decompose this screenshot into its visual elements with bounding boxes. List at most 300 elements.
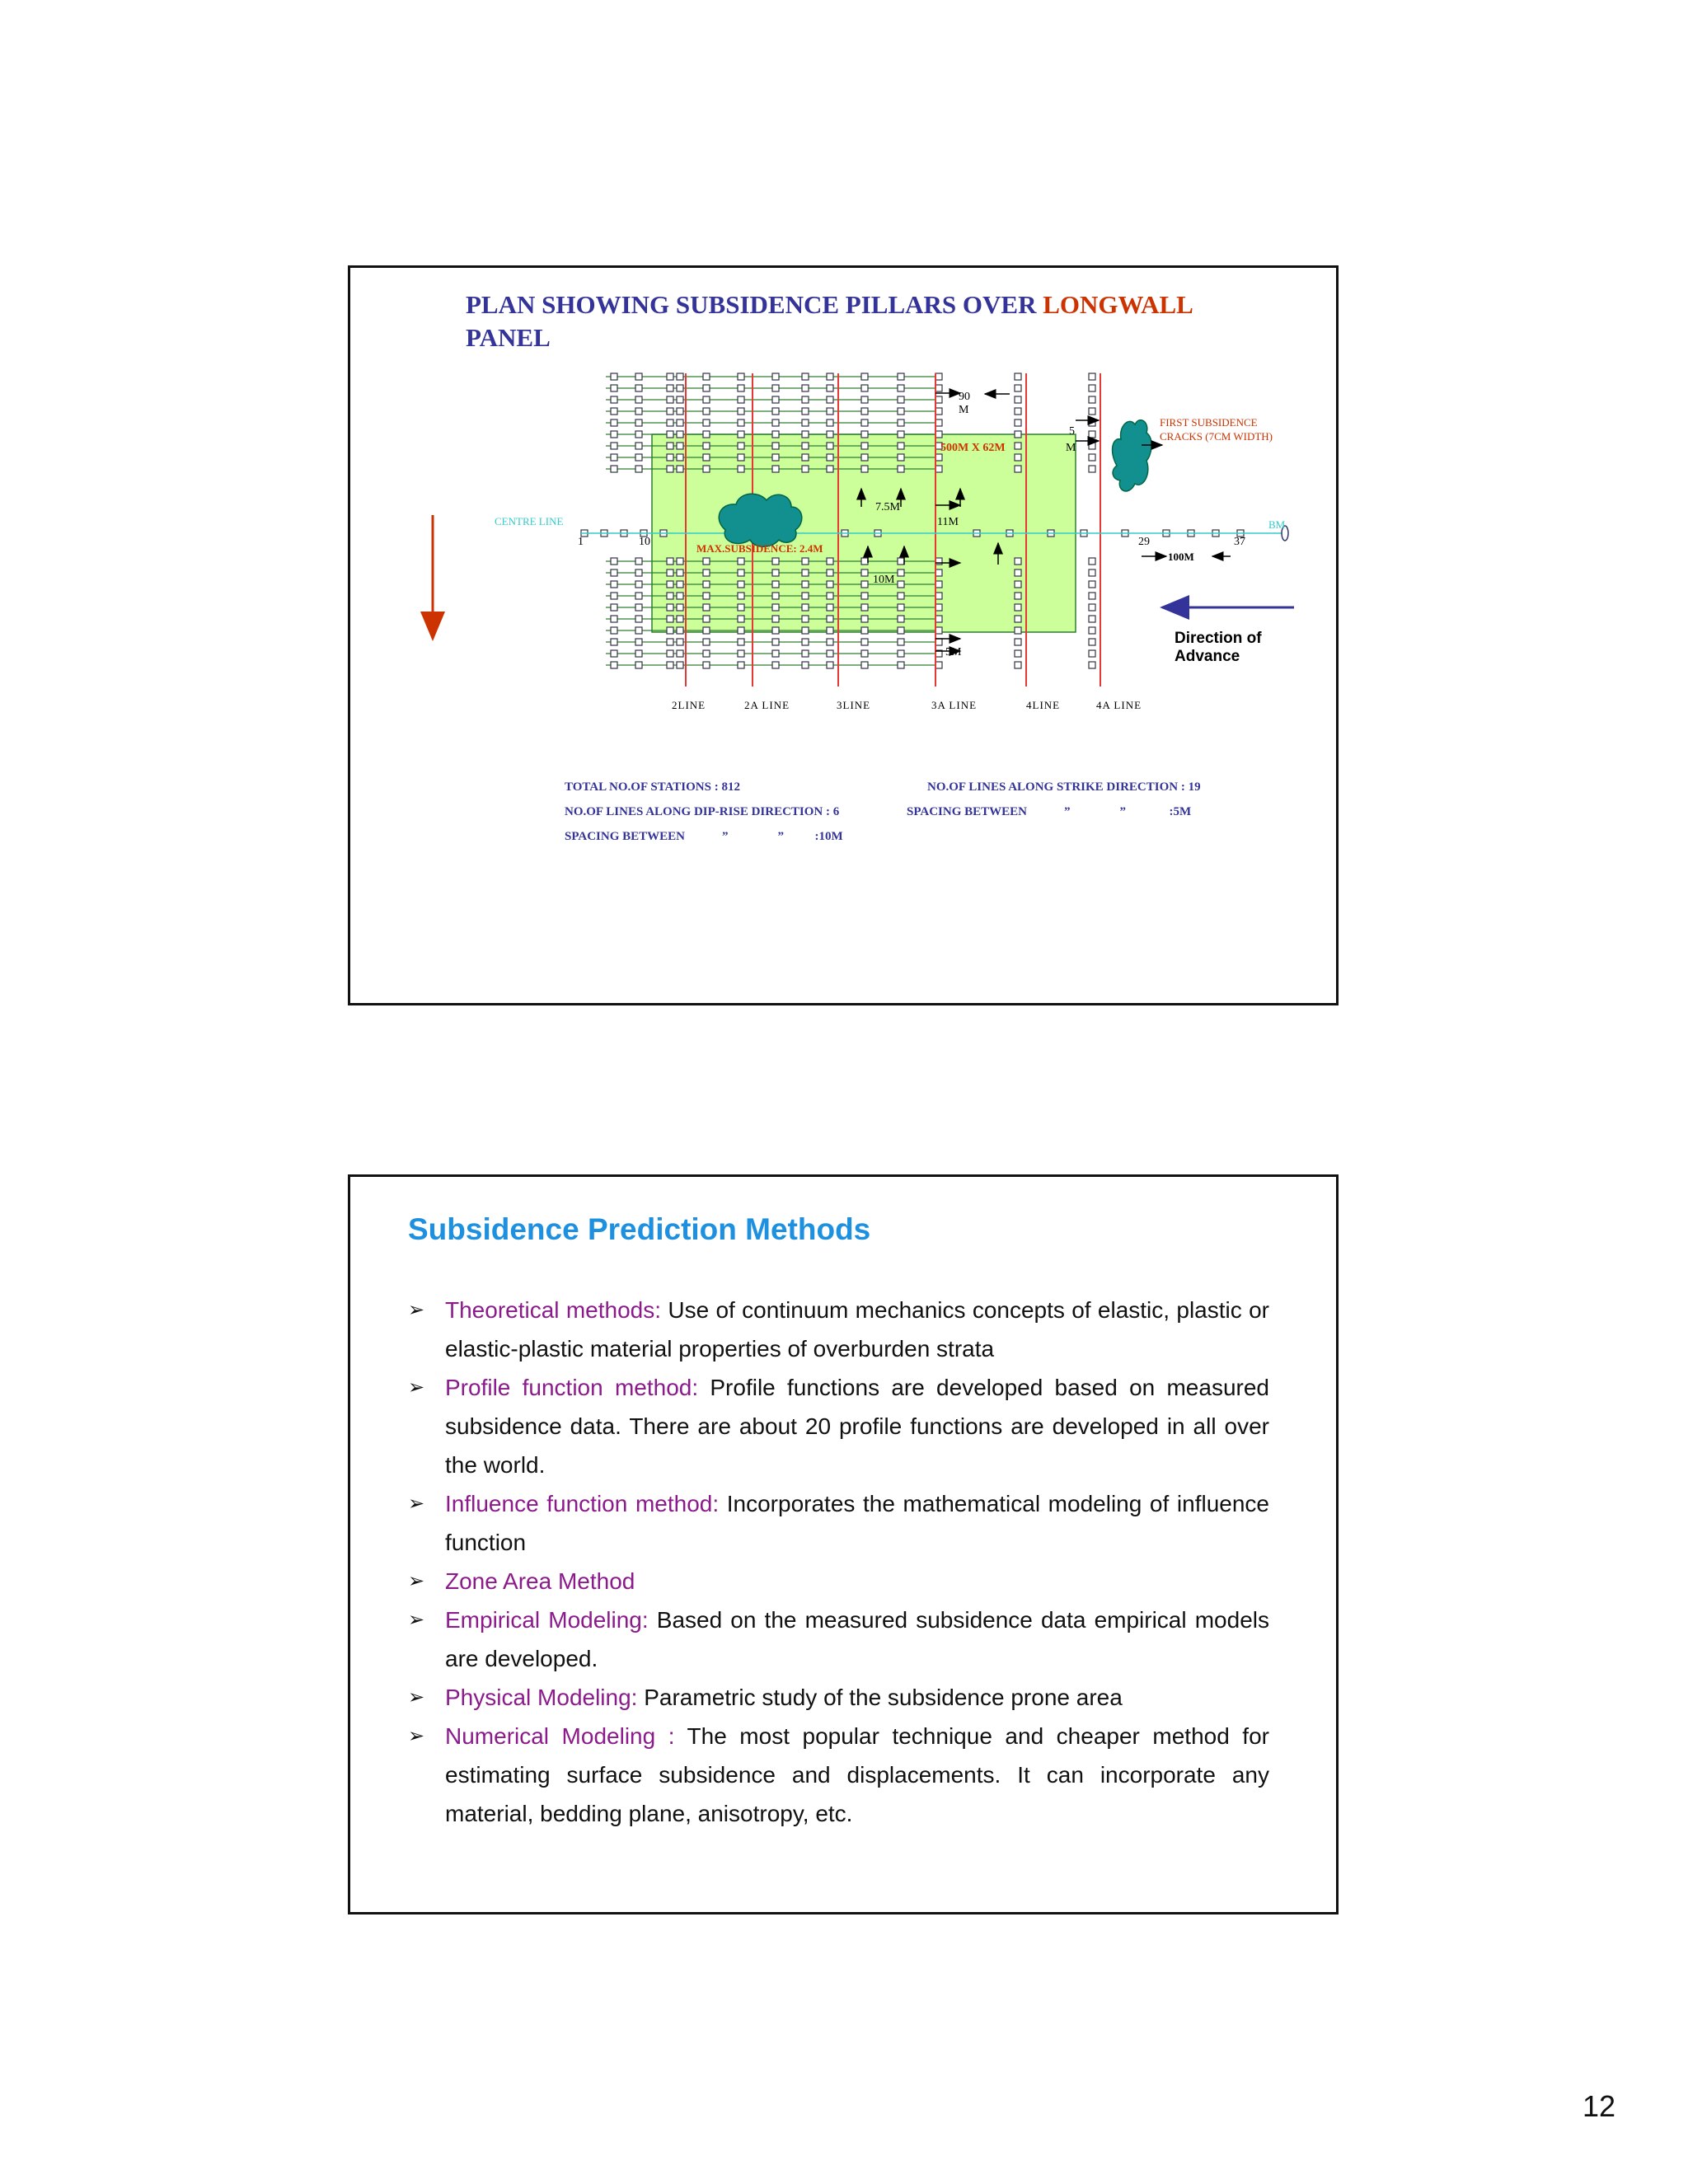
station-marker: [677, 431, 683, 438]
station-marker: [1089, 431, 1095, 438]
station-marker: [898, 627, 904, 634]
arrow-bullet-icon: ➢: [408, 1609, 425, 1631]
label-direction-1: Direction of: [1175, 630, 1262, 647]
methods-list: [408, 1291, 1269, 1833]
station-marker: [1089, 616, 1095, 622]
station-marker: [635, 581, 642, 588]
station-marker: [611, 616, 617, 622]
method-item: [408, 1562, 1269, 1601]
station-marker: [738, 650, 744, 657]
station-marker: [677, 373, 683, 380]
station-marker: [1015, 396, 1021, 403]
station-marker: [827, 639, 833, 645]
label-11m: 11M: [937, 516, 959, 528]
station-marker: [827, 650, 833, 657]
station-marker: [703, 466, 710, 472]
station-marker: [703, 396, 710, 403]
station-marker: [611, 454, 617, 461]
station-marker: [738, 419, 744, 426]
station-marker: [611, 419, 617, 426]
station-marker: [1089, 662, 1095, 668]
station-marker: [898, 454, 904, 461]
station-marker: [802, 419, 809, 426]
station-marker: [635, 466, 642, 472]
line-name-label: 2LINE: [672, 699, 706, 711]
info-spacing-dip: SPACING BETWEEN ” ” :10M: [565, 830, 843, 843]
station-marker: [677, 408, 683, 415]
station-marker: [667, 396, 673, 403]
station-marker: [611, 431, 617, 438]
station-marker: [635, 419, 642, 426]
method-description: Profile functions are developed based on measured subsidence data. There are about 20 profile functions are developed in all over the world.: [445, 1375, 1269, 1478]
station-marker: [738, 558, 744, 565]
station-marker: [802, 466, 809, 472]
station-marker: [738, 431, 744, 438]
station-marker: [802, 662, 809, 668]
station-marker: [827, 385, 833, 391]
label-station-10: 10: [639, 536, 650, 548]
page-number: 12: [1582, 2089, 1616, 2123]
station-marker: [772, 385, 779, 391]
station-marker: [667, 639, 673, 645]
label-max-subsidence: MAX.SUBSIDENCE: 2.4M: [696, 542, 823, 555]
station-marker: [1015, 454, 1021, 461]
station-marker: [635, 558, 642, 565]
station-marker: [861, 385, 868, 391]
station-marker: [611, 627, 617, 634]
station-marker: [677, 650, 683, 657]
station-marker: [772, 419, 779, 426]
station-marker: [827, 569, 833, 576]
station-marker: [802, 650, 809, 657]
station-marker: [1015, 662, 1021, 668]
station-marker: [635, 454, 642, 461]
method-item: [408, 1291, 1269, 1368]
arrow-bullet-icon: ➢: [408, 1493, 425, 1515]
station-marker: [635, 650, 642, 657]
station-marker: [772, 569, 779, 576]
station-marker: [677, 385, 683, 391]
slide-subsidence-plan: [348, 265, 1339, 1005]
label-100m: 100M: [1168, 551, 1194, 563]
station-marker: [703, 373, 710, 380]
station-marker: [772, 454, 779, 461]
station-marker: [861, 396, 868, 403]
label-90-unit: M: [959, 404, 969, 416]
station-marker: [611, 581, 617, 588]
station-marker: [861, 408, 868, 415]
label-5: 5: [1069, 425, 1075, 438]
station-marker: [667, 616, 673, 622]
station-marker: [611, 408, 617, 415]
station-marker: [772, 558, 779, 565]
station-marker: [611, 650, 617, 657]
station-marker: [703, 454, 710, 461]
station-marker: [935, 431, 942, 438]
method-term: Empirical Modeling:: [445, 1607, 649, 1633]
label-5m: 5M: [945, 646, 962, 658]
station-marker: [667, 431, 673, 438]
station-marker: [802, 581, 809, 588]
method-description: Use of continuum mechanics concepts of elastic, plastic or elastic-plastic material properties of overburden strata: [445, 1297, 1269, 1361]
line-name-label: 3A LINE: [931, 699, 978, 711]
station-marker: [703, 443, 710, 449]
station-marker: [1089, 408, 1095, 415]
station-marker: [935, 373, 942, 380]
station-marker: [611, 569, 617, 576]
station-marker: [677, 558, 683, 565]
station-marker: [935, 466, 942, 472]
station-marker: [802, 558, 809, 565]
station-marker: [1015, 604, 1021, 611]
method-item: [408, 1717, 1269, 1833]
station-marker: [802, 627, 809, 634]
station-marker: [738, 581, 744, 588]
station-marker: [898, 385, 904, 391]
station-marker: [772, 466, 779, 472]
station-marker: [703, 662, 710, 668]
station-marker: [935, 593, 942, 599]
label-station-37: 37: [1234, 536, 1245, 548]
station-marker: [861, 581, 868, 588]
station-marker: [772, 396, 779, 403]
station-marker: [861, 569, 868, 576]
station-marker: [738, 662, 744, 668]
station-marker: [1089, 581, 1095, 588]
station-marker: [861, 627, 868, 634]
station-marker: [635, 627, 642, 634]
station-marker: [611, 639, 617, 645]
slide-title: Subsidence Prediction Methods: [408, 1212, 871, 1246]
station-marker: [898, 569, 904, 576]
station-marker: [738, 396, 744, 403]
station-marker: [677, 662, 683, 668]
label-first-cracks-1: FIRST SUBSIDENCE: [1160, 416, 1258, 429]
station-marker: [898, 593, 904, 599]
label-centre-line: CENTRE LINE: [495, 515, 564, 527]
station-marker: [772, 627, 779, 634]
station-marker: [667, 466, 673, 472]
station-marker: [1015, 650, 1021, 657]
station-marker: [802, 385, 809, 391]
station-marker: [703, 581, 710, 588]
title-text: PLAN SHOWING SUBSIDENCE PILLARS OVER: [466, 290, 1043, 319]
station-marker: [861, 593, 868, 599]
station-marker: [861, 454, 868, 461]
station-marker: [772, 408, 779, 415]
station-marker: [827, 466, 833, 472]
station-marker: [635, 408, 642, 415]
station-marker: [802, 454, 809, 461]
station-marker: [738, 593, 744, 599]
station-marker: [898, 639, 904, 645]
method-term: Profile function method:: [445, 1375, 699, 1400]
station-marker: [802, 616, 809, 622]
station-marker: [935, 558, 942, 565]
station-marker: [1089, 604, 1095, 611]
station-marker: [861, 650, 868, 657]
station-marker: [935, 569, 942, 576]
station-marker: [635, 662, 642, 668]
station-marker: [827, 431, 833, 438]
station-marker: [935, 581, 942, 588]
station-marker: [772, 593, 779, 599]
station-marker: [635, 431, 642, 438]
station-marker: [861, 431, 868, 438]
station-marker: [802, 569, 809, 576]
station-marker: [1089, 558, 1095, 565]
station-marker: [827, 558, 833, 565]
arrow-bullet-icon: ➢: [408, 1299, 425, 1321]
method-term: Influence function method:: [445, 1491, 720, 1516]
station-marker: [611, 604, 617, 611]
station-marker: [611, 443, 617, 449]
station-marker: [611, 466, 617, 472]
station-marker: [703, 593, 710, 599]
station-marker: [1089, 593, 1095, 599]
arrow-bullet-icon: ➢: [408, 1725, 425, 1747]
station-marker: [703, 604, 710, 611]
station-marker: [827, 593, 833, 599]
station-marker: [1015, 627, 1021, 634]
station-marker: [772, 581, 779, 588]
station-marker: [772, 604, 779, 611]
station-marker: [667, 385, 673, 391]
station-marker: [1089, 454, 1095, 461]
arrow-bullet-icon: ➢: [408, 1686, 425, 1708]
station-marker: [802, 593, 809, 599]
station-marker: [827, 627, 833, 634]
station-marker: [635, 373, 642, 380]
station-marker: [677, 466, 683, 472]
station-marker: [703, 569, 710, 576]
line-name-label: 4A LINE: [1096, 699, 1142, 711]
station-marker: [667, 558, 673, 565]
method-term: Physical Modeling:: [445, 1685, 638, 1710]
station-marker: [738, 616, 744, 622]
station-marker: [611, 558, 617, 565]
station-marker: [898, 431, 904, 438]
station-marker: [1015, 558, 1021, 565]
station-marker: [738, 408, 744, 415]
station-marker: [898, 558, 904, 565]
station-marker: [611, 593, 617, 599]
station-marker: [772, 639, 779, 645]
station-marker: [827, 454, 833, 461]
station-marker: [738, 443, 744, 449]
method-item: [408, 1484, 1269, 1562]
station-marker: [898, 373, 904, 380]
station-marker: [635, 443, 642, 449]
station-marker: [703, 385, 710, 391]
title-highlight: LONGWALL: [1043, 290, 1193, 319]
station-marker: [677, 419, 683, 426]
station-marker: [703, 419, 710, 426]
station-marker: [898, 650, 904, 657]
slide-prediction-methods: [348, 1174, 1339, 1915]
label-panel-size: 500M X 62M: [940, 442, 1006, 454]
station-marker: [635, 385, 642, 391]
station-marker: [827, 616, 833, 622]
info-strike-lines: NO.OF LINES ALONG STRIKE DIRECTION : 19: [927, 780, 1201, 794]
station-marker: [772, 443, 779, 449]
station-marker: [667, 662, 673, 668]
station-marker: [1015, 639, 1021, 645]
station-marker: [1015, 616, 1021, 622]
station-marker: [827, 604, 833, 611]
station-marker: [635, 616, 642, 622]
station-marker: [667, 593, 673, 599]
method-term: Numerical Modeling :: [445, 1723, 675, 1749]
arrow-bullet-icon: ➢: [408, 1376, 425, 1399]
method-item: [408, 1678, 1269, 1717]
station-marker: [1015, 373, 1021, 380]
station-marker: [635, 569, 642, 576]
station-marker: [898, 443, 904, 449]
station-marker: [738, 627, 744, 634]
station-marker: [898, 419, 904, 426]
station-marker: [635, 639, 642, 645]
station-marker: [935, 616, 942, 622]
station-marker: [635, 593, 642, 599]
station-marker: [1089, 373, 1095, 380]
station-marker: [898, 662, 904, 668]
station-marker: [611, 373, 617, 380]
station-marker: [935, 662, 942, 668]
station-marker: [703, 408, 710, 415]
station-marker: [1015, 385, 1021, 391]
station-marker: [1015, 569, 1021, 576]
station-marker: [1015, 443, 1021, 449]
station-marker: [703, 627, 710, 634]
station-marker: [667, 650, 673, 657]
info-total-stations: TOTAL NO.OF STATIONS : 812: [565, 780, 740, 794]
station-marker: [827, 373, 833, 380]
station-marker: [738, 454, 744, 461]
station-marker: [677, 627, 683, 634]
station-marker: [802, 373, 809, 380]
station-marker: [802, 604, 809, 611]
station-marker: [898, 396, 904, 403]
station-marker: [1015, 593, 1021, 599]
station-marker: [738, 466, 744, 472]
station-marker: [898, 466, 904, 472]
station-marker: [667, 604, 673, 611]
station-marker: [1015, 419, 1021, 426]
station-marker: [827, 419, 833, 426]
line-name-label: 2A LINE: [744, 699, 790, 711]
station-marker: [738, 639, 744, 645]
station-marker: [667, 627, 673, 634]
station-marker: [827, 408, 833, 415]
label-bm: BM: [1268, 518, 1286, 531]
info-dip-lines: NO.OF LINES ALONG DIP-RISE DIRECTION : 6: [565, 805, 840, 818]
station-marker: [861, 558, 868, 565]
station-marker: [1089, 385, 1095, 391]
label-station-1: 1: [578, 536, 584, 548]
station-marker: [898, 581, 904, 588]
station-marker: [677, 593, 683, 599]
method-term: Theoretical methods:: [445, 1297, 662, 1323]
label-first-cracks-2: CRACKS (7CM WIDTH): [1160, 430, 1273, 443]
station-marker: [611, 396, 617, 403]
station-marker: [1015, 581, 1021, 588]
label-90: 90: [959, 391, 970, 403]
station-marker: [935, 627, 942, 634]
station-marker: [667, 454, 673, 461]
station-marker: [772, 616, 779, 622]
station-marker: [677, 569, 683, 576]
station-marker: [1089, 396, 1095, 403]
station-marker: [1089, 466, 1095, 472]
method-description: The most popular technique and cheaper method for estimating surface subsidence and displacements. It can incorporate any material, bedding plane, anisotropy, etc.: [445, 1723, 1269, 1826]
station-marker: [677, 581, 683, 588]
station-marker: [677, 454, 683, 461]
method-term: Zone Area Method: [445, 1568, 635, 1594]
station-marker: [898, 408, 904, 415]
station-marker: [772, 431, 779, 438]
info-spacing-strike: SPACING BETWEEN ” ” :5M: [907, 805, 1192, 818]
station-marker: [802, 396, 809, 403]
label-station-29: 29: [1138, 536, 1150, 548]
station-marker: [898, 616, 904, 622]
station-marker: [861, 662, 868, 668]
station-marker: [738, 604, 744, 611]
station-marker: [772, 662, 779, 668]
station-marker: [677, 396, 683, 403]
station-marker: [935, 454, 942, 461]
station-marker: [667, 419, 673, 426]
station-marker: [1015, 431, 1021, 438]
label-5-unit: M: [1066, 442, 1076, 454]
station-marker: [935, 408, 942, 415]
line-name-label: 4LINE: [1026, 699, 1061, 711]
station-marker: [635, 396, 642, 403]
station-marker: [738, 373, 744, 380]
station-marker: [635, 604, 642, 611]
station-marker: [772, 373, 779, 380]
station-marker: [827, 581, 833, 588]
title-text-line2: PANEL: [466, 323, 551, 352]
station-marker: [1089, 650, 1095, 657]
method-description: Parametric study of the subsidence prone area: [637, 1685, 1123, 1710]
label-7-5m: 7.5M: [875, 501, 900, 513]
station-marker: [1015, 408, 1021, 415]
station-marker: [667, 408, 673, 415]
station-marker: [1089, 627, 1095, 634]
station-marker: [861, 604, 868, 611]
arrow-bullet-icon: ➢: [408, 1570, 425, 1592]
station-marker: [898, 604, 904, 611]
station-marker: [1089, 443, 1095, 449]
station-marker: [667, 373, 673, 380]
line-name-label: 3LINE: [837, 699, 871, 711]
station-marker: [935, 604, 942, 611]
station-marker: [677, 639, 683, 645]
station-marker: [677, 443, 683, 449]
first-cracks-cloud: [1113, 420, 1152, 491]
station-marker: [738, 569, 744, 576]
station-marker: [827, 443, 833, 449]
subsidence-plan-diagram: [350, 268, 1341, 1008]
station-marker: [703, 558, 710, 565]
station-marker: [677, 616, 683, 622]
station-marker: [1015, 466, 1021, 472]
station-marker: [861, 639, 868, 645]
station-marker: [827, 662, 833, 668]
label-10m: 10M: [873, 574, 895, 586]
station-marker: [802, 639, 809, 645]
